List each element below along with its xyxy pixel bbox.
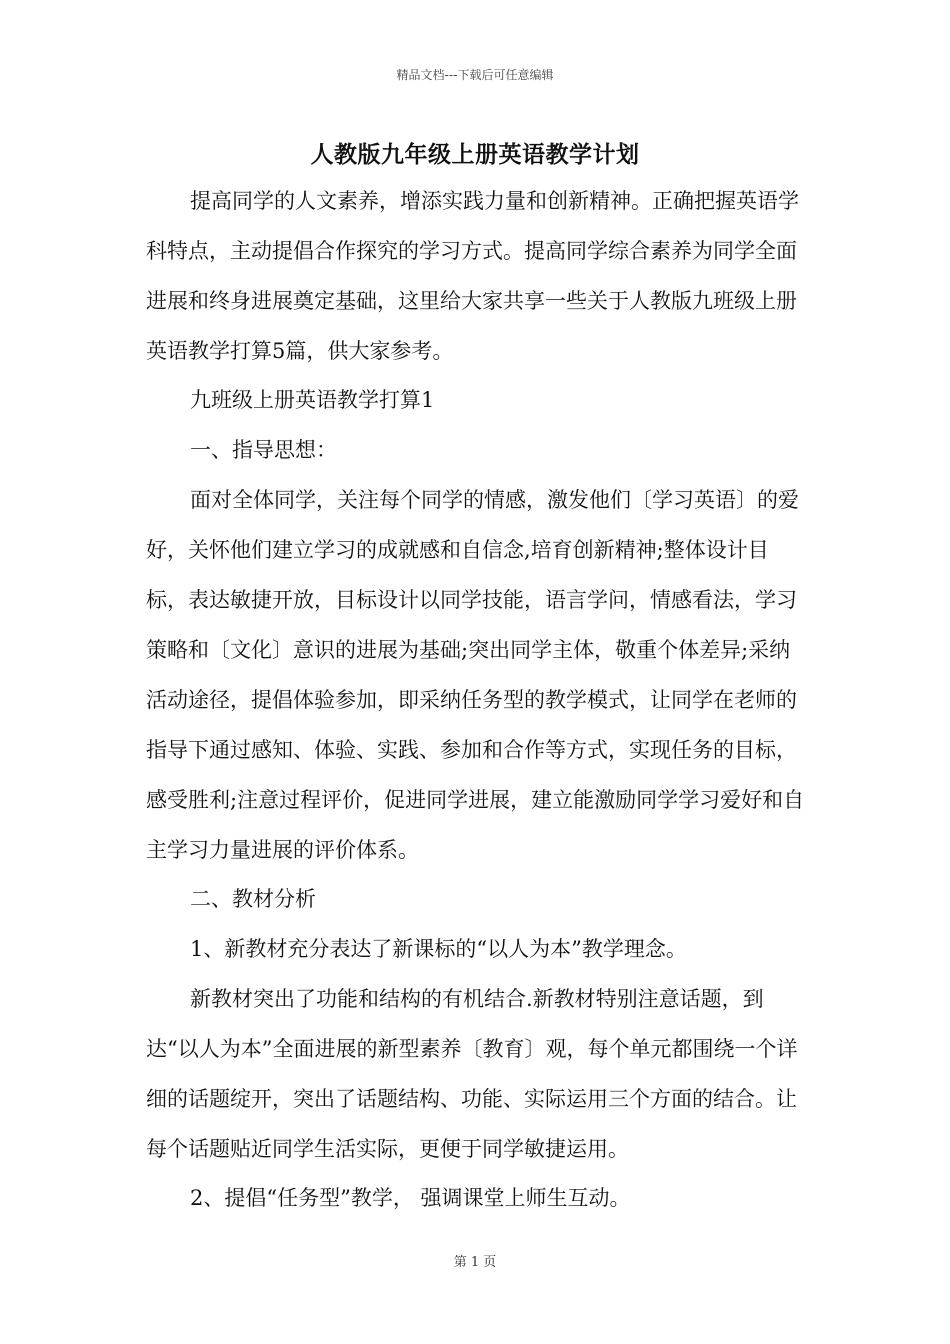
page-header: 精品文档---下载后可任意编辑: [396, 68, 554, 82]
section-heading-guiding-thought: 一、指导思想：: [190, 438, 337, 462]
plan-heading: 九班级上册英语教学打算1: [190, 388, 435, 412]
section-heading-textbook-analysis: 二、教材分析: [190, 887, 316, 911]
point-two: 2、提倡“任务型”教学， 强调课堂上师生互动。: [190, 1186, 631, 1210]
point-one-paragraph: 新教材突出了功能和结构的有机结合.新教材特别注意话题，到达“以人为本”全面进展的新型素养〔教育〕观，每个单元都围绕一个详细的话题绽开，突出了话题结构、功能、实际运用三个方面的结合。让每个话题贴近同学生活实际，更便于同学敏捷运用。: [146, 987, 798, 1161]
page-number: 第 1 页: [453, 1255, 497, 1270]
document-title: 人教版九年级上册英语教学计划: [310, 141, 640, 168]
guiding-thought-paragraph: 面对全体同学，关注每个同学的情感，激发他们〔学习英语〕的爱好，关怀他们建立学习的成就感和自信念,培育创新精神;整体设计目标，表达敏捷开放，目标设计以同学技能，语言学问，情感看法，学习策略和〔文化〕意识的进展为基础;突出同学主体，敬重个体差异;采纳活动途径，提倡体验参加，即采纳任务型的教学模式，让同学在老师的指导下通过感知、体验、实践、参加和合作等方式，实现任务的目标，感受胜利;注意过程评价，促进同学进展，建立能激励同学学习爱好和自主学习力量进展的评价体系。: [146, 488, 805, 862]
intro-paragraph: 提高同学的人文素养，增添实践力量和创新精神。正确把握英语学科特点，主动提倡合作探究的学习方式。提高同学综合素养为同学全面进展和终身进展奠定基础，这里给大家共享一些关于人教版九班级上册英语教学打算5篇，供大家参考。: [146, 189, 799, 363]
point-one: 1、新教材充分表达了新课标的“以人为本”教学理念。: [190, 937, 687, 961]
